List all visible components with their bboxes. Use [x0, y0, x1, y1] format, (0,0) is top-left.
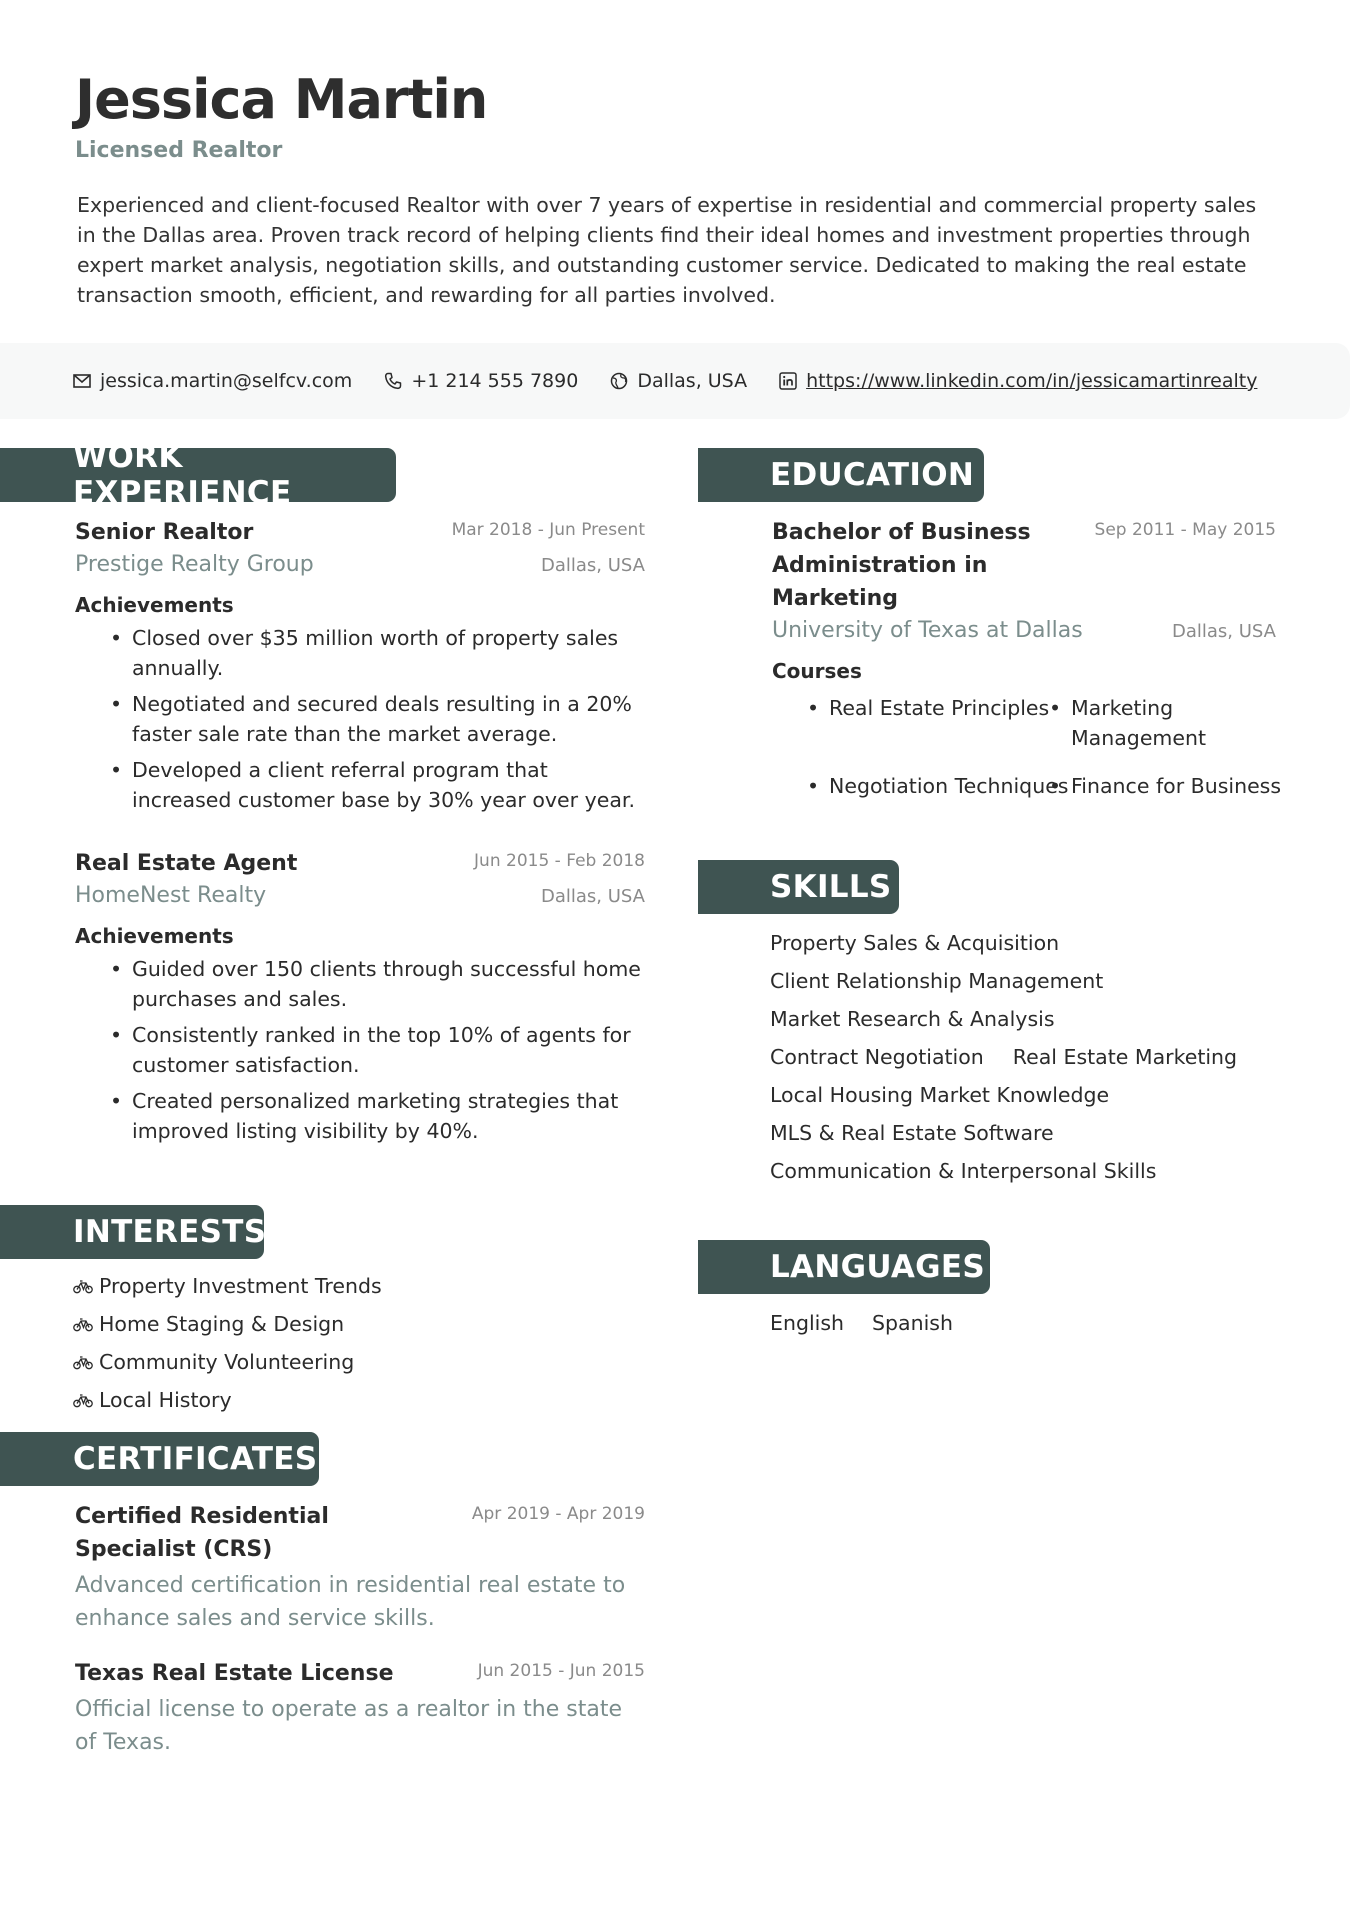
- certificate-description: Official license to operate as a realtor in the state of Texas.: [75, 1697, 622, 1755]
- course-item: • Real Estate Principles: [829, 693, 1071, 753]
- linkedin-link[interactable]: https://www.linkedin.com/in/jessicamartinrealty: [806, 370, 1258, 392]
- job-title: Senior Realtor: [75, 520, 254, 545]
- achievement-item: • Negotiated and secured deals resulting in a 20% faster sale rate than the market average.: [132, 689, 645, 749]
- contact-phone-text: +1 214 555 7890: [411, 370, 579, 392]
- contact-phone[interactable]: [384, 370, 578, 392]
- job-location: Dallas, USA: [541, 886, 645, 907]
- certificate-item: [75, 1657, 645, 1759]
- interest-label: Property Investment Trends: [99, 1274, 382, 1298]
- work-item: [75, 516, 645, 821]
- skill-item: Communication & Interpersonal Skills: [770, 1159, 1157, 1183]
- company-name: Prestige Realty Group: [75, 552, 314, 577]
- bicycle-icon: [73, 1354, 93, 1370]
- contact-email[interactable]: [73, 370, 352, 392]
- interest-item: [73, 1347, 354, 1377]
- skill-item: Real Estate Marketing: [1012, 1045, 1238, 1069]
- education-heading: EDUCATION: [698, 448, 984, 502]
- candidate-name: Jessica Martin: [75, 68, 488, 131]
- profile-summary: Experienced and client-focused Realtor with over 7 years of expertise in residential and commercial property sales in the Dallas area. Proven track record of helping clients find their ideal homes and investment properties through expert market analysis, negotiation skills, and outstanding customer service. Dedicated to making the real estate transaction smooth, efficient, and rewarding for all parties involved.: [77, 193, 1257, 307]
- course-item: • Finance for Business: [1071, 771, 1311, 801]
- achievement-item: • Closed over $35 million worth of property sales annually.: [132, 623, 645, 683]
- interest-label: Local History: [99, 1388, 232, 1412]
- skills-list: [770, 928, 1310, 1194]
- education-dates: Sep 2011 - May 2015: [1094, 520, 1276, 540]
- interests-heading: INTERESTS: [0, 1205, 264, 1259]
- globe-icon: [610, 372, 628, 390]
- courses-label: Courses: [772, 659, 862, 683]
- achievements-label: Achievements: [75, 924, 234, 948]
- bicycle-icon: [73, 1316, 93, 1332]
- languages-heading: LANGUAGES: [698, 1240, 990, 1294]
- work-experience-heading: WORK EXPERIENCE: [0, 448, 396, 502]
- bicycle-icon: [73, 1392, 93, 1408]
- achievement-item: • Consistently ranked in the top 10% of agents for customer satisfaction.: [132, 1020, 645, 1080]
- achievement-item: • Developed a client referral program that increased customer base by 30% year over year.: [132, 755, 645, 815]
- languages-list: [770, 1308, 981, 1338]
- school-name: University of Texas at Dallas: [772, 618, 1083, 643]
- certificates-heading: CERTIFICATES: [0, 1432, 319, 1486]
- language-item: English: [770, 1311, 845, 1335]
- course-item: • Negotiation Techniques: [829, 771, 1071, 801]
- certificate-dates: Jun 2015 - Jun 2015: [477, 1661, 645, 1681]
- contact-location: [610, 370, 747, 392]
- education-item: [772, 516, 1282, 801]
- certificate-dates: Apr 2019 - Apr 2019: [471, 1504, 645, 1524]
- interest-item: [73, 1309, 344, 1339]
- achievement-item: • Created personalized marketing strategies that improved listing visibility by 40%.: [132, 1086, 645, 1146]
- interest-item: [73, 1385, 645, 1415]
- skill-item: Market Research & Analysis: [770, 1007, 1055, 1031]
- skill-item: Local Housing Market Knowledge: [770, 1083, 1110, 1107]
- work-item: [75, 847, 645, 1152]
- degree-title: Bachelor of Business Administration in Marketing: [772, 520, 1031, 611]
- company-name: HomeNest Realty: [75, 883, 267, 908]
- skills-heading: SKILLS: [698, 860, 899, 914]
- course-item: • Marketing Management: [1071, 693, 1311, 753]
- job-title: Real Estate Agent: [75, 851, 298, 876]
- certificate-title: Certified Residential Specialist (CRS): [75, 1504, 329, 1562]
- contact-location-text: Dallas, USA: [637, 370, 748, 392]
- language-item: Spanish: [872, 1311, 953, 1335]
- job-dates: Mar 2018 - Jun Present: [451, 520, 645, 540]
- skill-item: Property Sales & Acquisition: [770, 931, 1060, 955]
- linkedin-icon: [779, 372, 797, 390]
- phone-icon: [384, 372, 402, 390]
- job-dates: Jun 2015 - Feb 2018: [474, 851, 645, 871]
- contact-email-text: jessica.martin@selfcv.com: [100, 370, 353, 392]
- interests-list: [73, 1271, 673, 1423]
- achievements-label: Achievements: [75, 593, 234, 617]
- interest-label: Home Staging & Design: [99, 1312, 345, 1336]
- skill-item: Client Relationship Management: [770, 969, 1104, 993]
- contact-linkedin[interactable]: [779, 370, 1257, 392]
- interest-label: Community Volunteering: [99, 1350, 355, 1374]
- interest-item: [73, 1271, 645, 1301]
- candidate-role: Licensed Realtor: [75, 138, 283, 163]
- mail-icon: [73, 374, 91, 388]
- skill-item: Contract Negotiation: [770, 1045, 984, 1069]
- job-location: Dallas, USA: [541, 555, 645, 576]
- achievement-item: • Guided over 150 clients through successful home purchases and sales.: [132, 954, 645, 1014]
- courses-list: [772, 693, 1282, 801]
- certificate-item: [75, 1500, 645, 1635]
- education-location: Dallas, USA: [1172, 621, 1276, 642]
- bicycle-icon: [73, 1278, 93, 1294]
- skill-item: MLS & Real Estate Software: [770, 1121, 1054, 1145]
- contact-bar: [0, 343, 1350, 419]
- certificate-description: Advanced certification in residential real estate to enhance sales and service skills.: [75, 1573, 626, 1631]
- certificate-title: Texas Real Estate License: [75, 1661, 394, 1686]
